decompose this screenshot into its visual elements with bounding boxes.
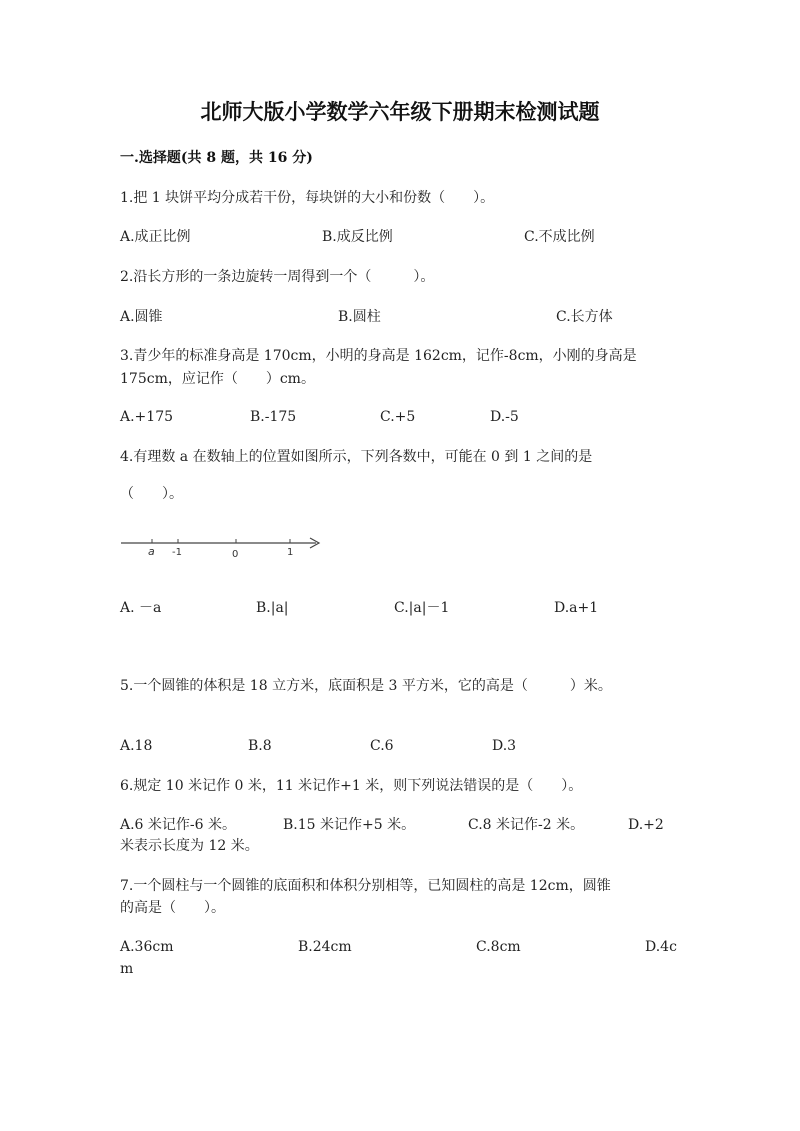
question-4-line-2: （ ）。 — [120, 486, 183, 502]
question-6: 6.规定 10 米记作 0 米，11 米记作+1 米，则下列说法错误的是（ ）。 — [120, 778, 583, 794]
q7-option-d: D.4c — [645, 939, 677, 955]
question-4-line-1: 4.有理数 a 在数轴上的位置如图所示，下列各数中，可能在 0 到 1 之间的是 — [120, 449, 593, 465]
section-heading: 一.选择题(共 8 题，共 16 分) — [120, 150, 313, 166]
q5-option-b: B.8 — [248, 738, 272, 754]
q2-option-b: B.圆柱 — [338, 309, 381, 325]
q6-option-d: D.+2 — [628, 817, 664, 833]
q1-option-b: B.成反比例 — [322, 229, 393, 245]
q3-option-a: A.+175 — [120, 409, 174, 425]
q7-option-c: C.8cm — [476, 939, 521, 955]
q6-option-b: B.15 米记作+5 米。 — [283, 817, 416, 833]
q1-option-a: A.成正比例 — [120, 229, 191, 245]
question-7-line-2: 的高是（ ）。 — [120, 900, 225, 916]
question-7-line-1: 7.一个圆柱与一个圆锥的底面积和体积分别相等，已知圆柱的高是 12cm，圆锥 — [120, 878, 611, 894]
label-a: a — [148, 545, 155, 558]
q7-option-b: B.24cm — [298, 939, 352, 955]
q6-option-a: A.6 米记作-6 米。 — [120, 817, 237, 833]
q5-option-d: D.3 — [492, 738, 517, 754]
question-1: 1.把 1 块饼平均分成若干份，每块饼的大小和份数（ ）。 — [120, 190, 495, 206]
label-0: 0 — [232, 549, 239, 560]
q7-option-a: A.36cm — [120, 939, 174, 955]
question-5: 5.一个圆锥的体积是 18 立方米，底面积是 3 平方米，它的高是（ ）米。 — [120, 678, 612, 694]
q6-option-d-continued: 米表示长度为 12 米。 — [120, 838, 259, 854]
q4-option-b: B.|a| — [256, 600, 289, 616]
label-minus-1: -1 — [172, 547, 182, 558]
q6-option-c: C.8 米记作-2 米。 — [468, 817, 585, 833]
q3-option-c: C.+5 — [380, 409, 416, 425]
q3-option-b: B.-175 — [250, 409, 297, 425]
q2-option-a: A.圆锥 — [120, 309, 163, 325]
page-title: 北师大版小学数学六年级下册期末检测试题 — [200, 99, 600, 124]
label-1: 1 — [287, 547, 294, 558]
q2-option-c: C.长方体 — [556, 309, 613, 325]
q7-option-d-continued: m — [120, 961, 134, 977]
q4-option-a: A. －a — [120, 600, 162, 616]
question-2: 2.沿长方形的一条边旋转一周得到一个（ ）。 — [120, 269, 435, 285]
q4-option-c: C.|a|－1 — [394, 600, 450, 616]
q4-option-d: D.a+1 — [554, 600, 599, 616]
q5-option-c: C.6 — [370, 738, 394, 754]
q5-option-a: A.18 — [120, 738, 153, 754]
question-3-line-1: 3.青少年的标准身高是 170cm，小明的身高是 162cm，记作-8cm，小刚的身高是 — [120, 348, 637, 364]
number-line-figure — [116, 528, 336, 564]
q3-option-d: D.-5 — [490, 409, 519, 425]
question-3-line-2: 175cm，应记作（ ）cm。 — [120, 371, 315, 387]
q1-option-c: C.不成比例 — [524, 229, 595, 245]
